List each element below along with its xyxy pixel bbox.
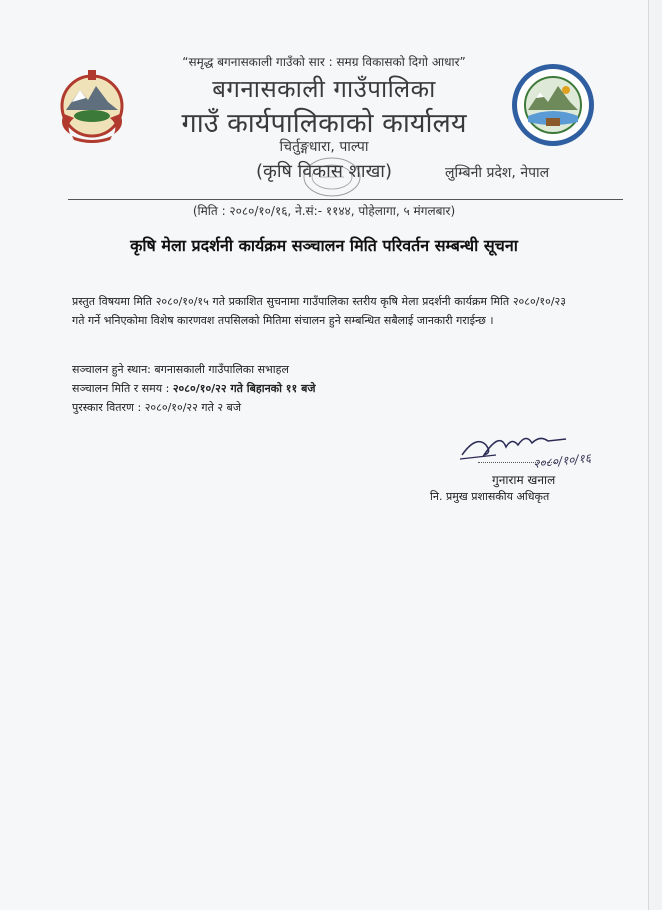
signer-title: नि. प्रमुख प्रशासकीय अधिकृत [430,490,550,503]
province: लुम्बिनी प्रदेश, नेपाल [445,165,550,181]
datetime-label: सञ्चालन मिति र समय : [72,382,173,395]
branch-name: (कृषि विकास शाखा) [256,161,392,182]
header-divider [68,199,623,200]
datetime-line [72,381,316,396]
datetime-value: २०८०/१०/२२ गते बिहानको ११ बजे [172,382,316,395]
office-stamp [300,155,364,199]
signature-date: २०८०/१०/१६ [532,451,592,471]
dateline: (मिति : २०८०/१०/१६, ने.सं:- ११४४, पोहेलागा, ५ मंगलबार) [192,204,456,218]
signer-name: गुनाराम खनाल [492,473,556,487]
org-name: बगनासकाली गाउँपालिका [212,75,436,103]
notice-body: प्रस्तुत विषयमा मिति २०८०/१०/१५ गते प्रकाशित सुचनामा गाउँपालिका स्तरीय कृषि मेला प्रदर्शनी कार्यक्रम मिति २०८०/१०/२३ गते गर्ने भनिएकोमा विशेष कारणवश तपसिलको मितिमा संचालन हुने सम्बन्धित सबैलाई जानकारी गराईन्छ । [72,295,566,327]
prize-line: पुरस्कार वितरण : २०८०/१०/२२ गते २ बजे [72,401,241,414]
address: चिर्तुङ्गधारा, पाल्पा [279,139,369,155]
office-name: गाउँ कार्यपालिकाको कार्यालय [181,108,467,139]
venue-line: सञ्चालन हुने स्थान: बगनासकाली गाउँपालिका सभाहल [72,363,289,376]
notice-title: कृषि मेला प्रदर्शनी कार्यक्रम सञ्चालन मिति परिवर्तन सम्बन्धी सूचना [130,236,518,255]
tagline: “समृद्ध बगनासकाली गाउँको सार : समग्र विकासको दिगो आधार” [182,55,466,69]
